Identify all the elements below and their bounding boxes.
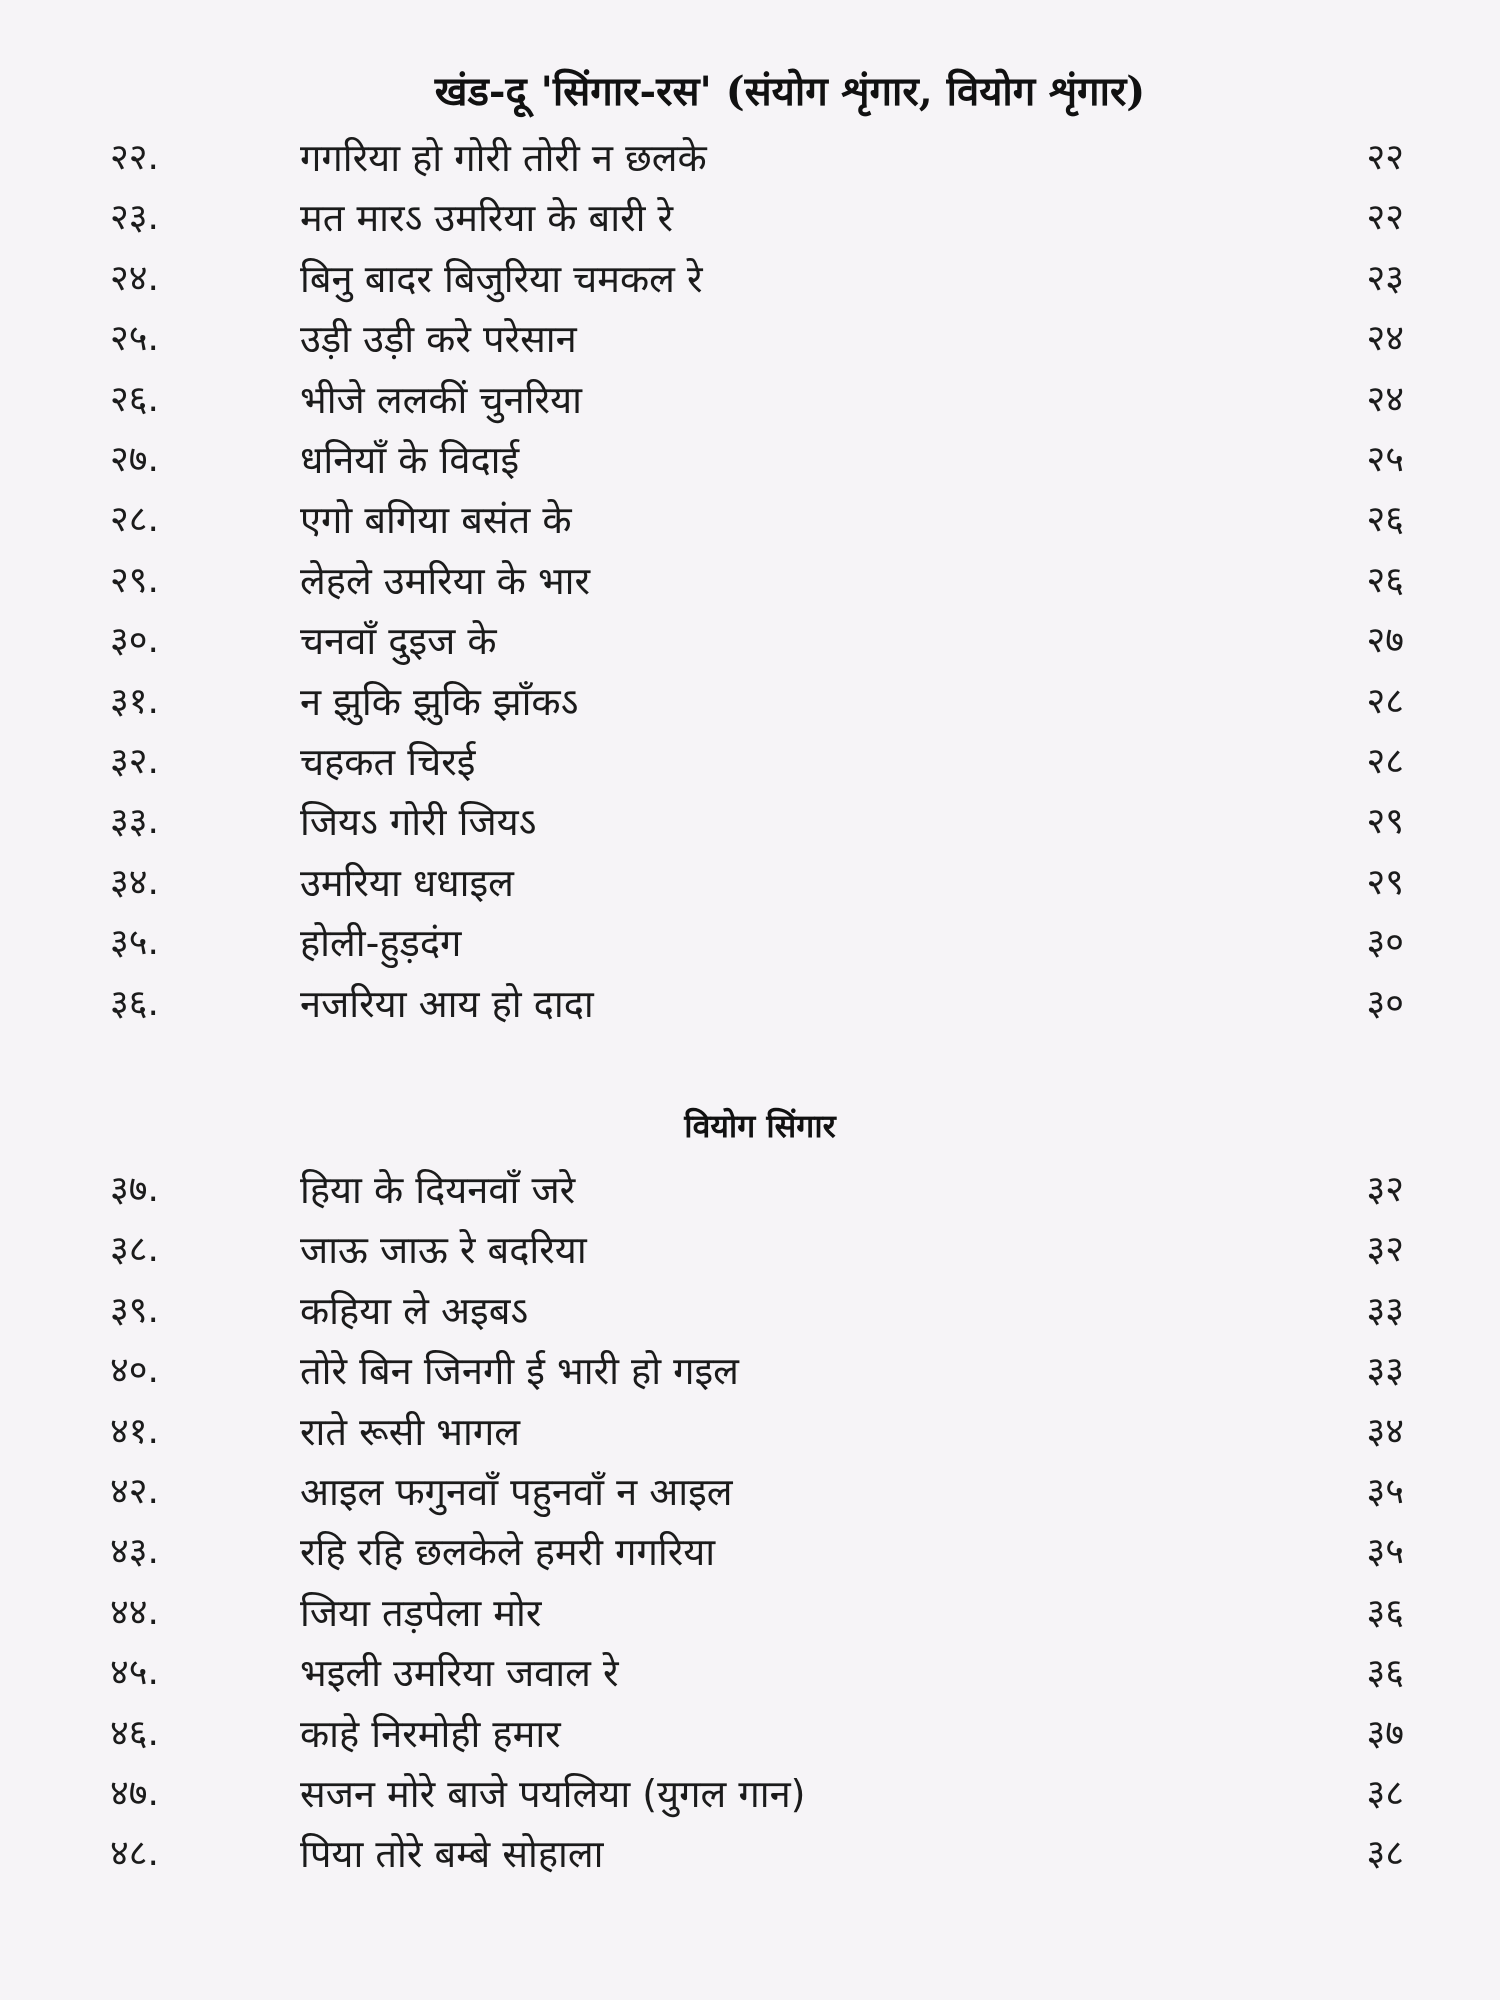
- entry-page-number: २९: [1366, 861, 1404, 903]
- entry-title: होली-हुड़दंग: [300, 921, 462, 966]
- entry-title: पिया तोरे बम्बे सोहाला: [300, 1832, 604, 1877]
- toc-entry: [0, 1402, 1500, 1462]
- entry-page-number: २३: [1366, 257, 1404, 299]
- toc-entry: [0, 249, 1500, 309]
- toc-entry: [0, 1764, 1500, 1824]
- entry-page-number: ३३: [1366, 1289, 1404, 1331]
- entry-number: २६.: [110, 378, 159, 420]
- entry-number: ३१.: [110, 680, 159, 722]
- entry-page-number: ३६: [1366, 1591, 1404, 1633]
- entry-title: चहकत चिरई: [300, 740, 476, 784]
- entry-page-number: ३५: [1366, 1471, 1404, 1512]
- toc-entry: [0, 1341, 1500, 1401]
- toc-entry: [0, 1220, 1500, 1280]
- entry-title: जिया तड़पेला मोर: [300, 1590, 542, 1635]
- entry-number: ३६.: [110, 982, 159, 1024]
- toc-entry: [0, 128, 1500, 188]
- toc-entry: [0, 309, 1500, 369]
- toc-entry: [0, 1522, 1500, 1582]
- entry-title: आइल फगुनवाँ पहुनवाँ न आइल: [300, 1470, 733, 1514]
- toc-entry: [0, 792, 1500, 852]
- entry-page-number: ३३: [1366, 1350, 1404, 1392]
- entry-title: जियऽ गोरी जियऽ: [300, 800, 537, 845]
- entry-title: बिनु बादर बिजुरिया चमकल रे: [300, 256, 703, 301]
- entry-title: काहे निरमोही हमार: [300, 1711, 561, 1756]
- entry-number: २४.: [110, 257, 159, 299]
- entry-page-number: २४: [1366, 378, 1404, 420]
- entry-number: ४०.: [110, 1350, 159, 1392]
- entry-page-number: ३५: [1366, 1531, 1404, 1573]
- entry-title: धनियाँ के विदाई: [300, 438, 520, 482]
- entry-page-number: २२: [1366, 197, 1404, 239]
- entry-title: गगरिया हो गोरी तोरी न छलके: [300, 136, 707, 180]
- entry-title: एगो बगिया बसंत के: [300, 498, 572, 543]
- entry-page-number: ३२: [1366, 1229, 1404, 1271]
- entry-title: चनवाँ दुइज के: [300, 619, 497, 664]
- entry-title: राते रूसी भागल: [300, 1409, 520, 1454]
- toc-entry: [0, 1583, 1500, 1643]
- entry-number: २८.: [110, 499, 159, 541]
- entry-number: ४६.: [110, 1712, 159, 1754]
- entry-page-number: २७: [1366, 620, 1404, 662]
- section-heading-shringar: खंड-दू 'सिंगार-रस' (संयोग शृंगार, वियोग शृंगार): [434, 68, 1146, 115]
- entry-title: भीजे ललकीं चुनरिया: [300, 377, 582, 422]
- toc-entry: [0, 732, 1500, 792]
- toc-entry: [0, 611, 1500, 671]
- entry-page-number: ३०: [1366, 922, 1404, 964]
- entry-number: २३.: [110, 197, 159, 239]
- toc-entry: [0, 974, 1500, 1034]
- toc-entry: [0, 1824, 1500, 1884]
- entry-title: न झुकि झुकि झाँकऽ: [300, 679, 579, 724]
- entry-number: ३२.: [110, 741, 159, 782]
- toc-entry: [0, 1281, 1500, 1341]
- entry-number: ४७.: [110, 1773, 159, 1814]
- entry-title: सजन मोरे बाजे पयलिया (युगल गान): [300, 1772, 806, 1816]
- entry-title: उमरिया धधाइल: [300, 860, 514, 905]
- entry-number: ४२.: [110, 1471, 159, 1512]
- entry-page-number: ३६: [1366, 1652, 1404, 1694]
- toc-entry: [0, 430, 1500, 490]
- entry-number: २७.: [110, 439, 159, 480]
- entry-number: २५.: [110, 318, 159, 360]
- entry-title: उड़ी उड़ी करे परेसान: [300, 317, 577, 362]
- toc-entry: [0, 490, 1500, 550]
- entry-number: ४३.: [110, 1531, 159, 1573]
- entry-number: ४४.: [110, 1591, 159, 1633]
- toc-entry: [0, 370, 1500, 430]
- entry-title: रहि रहि छलकेले हमरी गगरिया: [300, 1530, 716, 1575]
- entry-page-number: २८: [1366, 680, 1404, 722]
- entry-title: जाऊ जाऊ रे बदरिया: [300, 1228, 587, 1273]
- toc-entry: [0, 913, 1500, 973]
- toc-entry: [0, 672, 1500, 732]
- entry-number: ३३.: [110, 801, 159, 843]
- entry-page-number: ३२: [1366, 1169, 1404, 1210]
- entry-title: मत मारऽ उमरिया के बारी रे: [300, 196, 674, 241]
- entry-number: ३०.: [110, 620, 159, 662]
- entry-page-number: २६: [1366, 559, 1404, 601]
- toc-entry: [0, 853, 1500, 913]
- entry-number: ४८.: [110, 1833, 159, 1875]
- toc-entry: [0, 551, 1500, 611]
- entry-number: ३४.: [110, 861, 159, 903]
- entry-page-number: २५: [1366, 439, 1404, 480]
- entry-number: ३५.: [110, 922, 159, 964]
- entry-page-number: ३८: [1366, 1773, 1404, 1814]
- toc-entry: [0, 1160, 1500, 1220]
- entry-number: ४५.: [110, 1652, 159, 1694]
- entry-number: २२.: [110, 137, 159, 178]
- entry-title: तोरे बिन जिनगी ई भारी हो गइल: [300, 1349, 739, 1394]
- entry-page-number: २४: [1366, 318, 1404, 360]
- entry-page-number: २२: [1366, 137, 1404, 178]
- entry-page-number: २६: [1366, 499, 1404, 541]
- entry-page-number: ३४: [1366, 1410, 1404, 1452]
- entry-number: ३८.: [110, 1229, 159, 1271]
- entry-page-number: ३०: [1366, 982, 1404, 1024]
- entry-title: लेहले उमरिया के भार: [300, 558, 591, 603]
- entry-title: हिया के दियनवाँ जरे: [300, 1168, 576, 1212]
- entry-page-number: २८: [1366, 741, 1404, 782]
- entry-number: ३९.: [110, 1289, 159, 1331]
- section-heading-viyog: वियोग सिंगार: [684, 1107, 836, 1145]
- entry-number: ३७.: [110, 1169, 159, 1210]
- toc-entry: [0, 1704, 1500, 1764]
- toc-entry: [0, 188, 1500, 248]
- toc-entry: [0, 1462, 1500, 1522]
- toc-entry: [0, 1643, 1500, 1703]
- entry-page-number: ३७: [1366, 1712, 1404, 1754]
- entry-number: ४१.: [110, 1410, 159, 1452]
- entry-page-number: २९: [1366, 801, 1404, 843]
- entry-title: भइली उमरिया जवाल रे: [300, 1651, 619, 1696]
- entry-title: नजरिया आय हो दादा: [300, 981, 594, 1026]
- entry-page-number: ३८: [1366, 1833, 1404, 1875]
- entry-number: २९.: [110, 559, 159, 601]
- entry-title: कहिया ले अइबऽ: [300, 1288, 529, 1333]
